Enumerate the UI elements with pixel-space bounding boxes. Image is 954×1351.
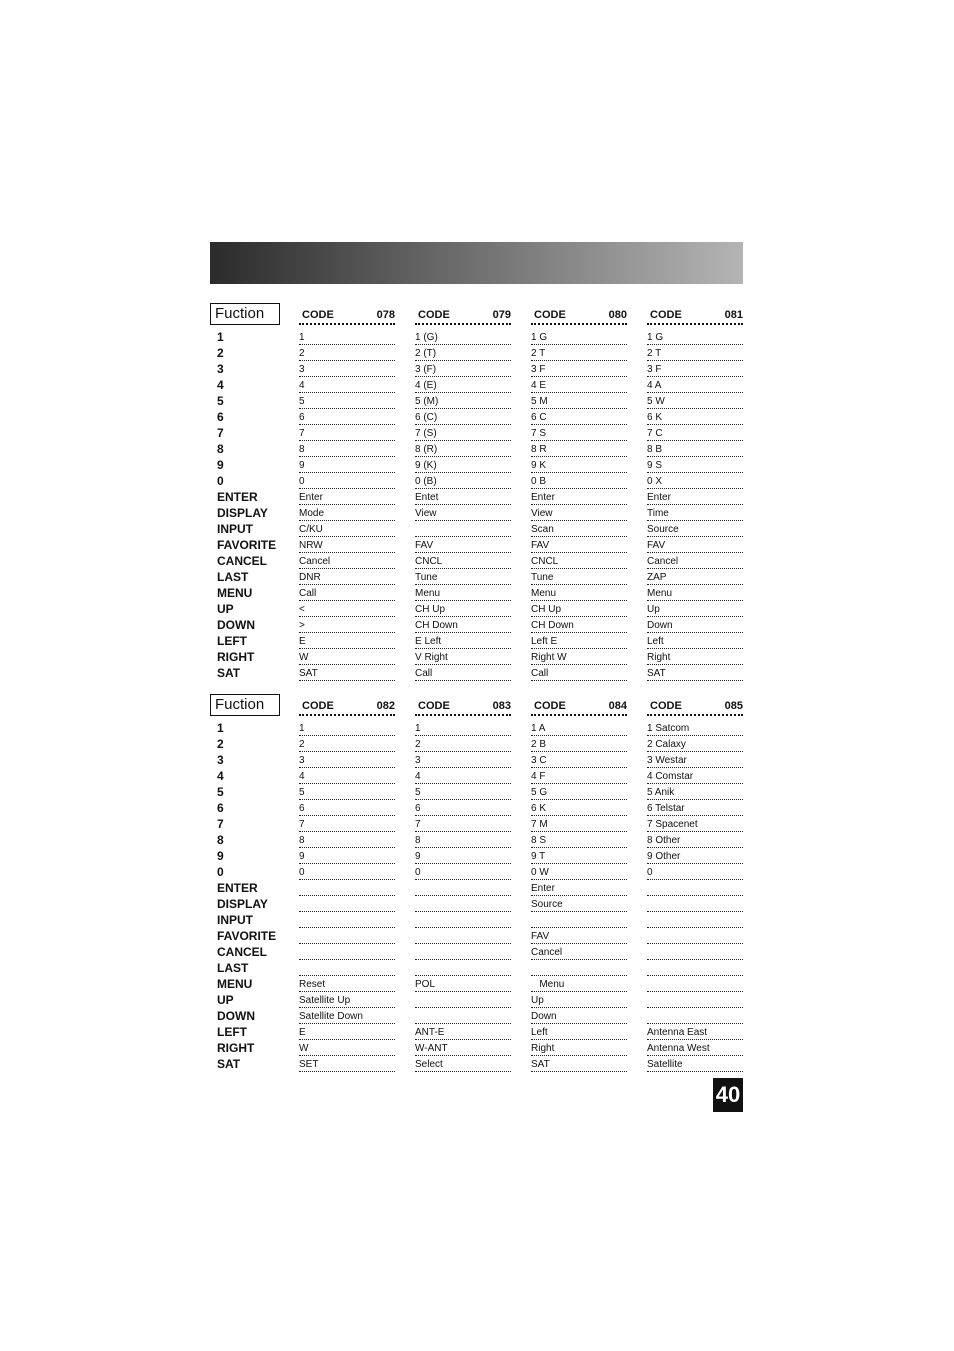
code-cell [415, 896, 511, 912]
code-cell: Call [299, 585, 395, 601]
function-label: 5 [217, 394, 224, 408]
code-cells [415, 329, 511, 681]
code-cell: < [299, 601, 395, 617]
code-header [299, 698, 395, 716]
function-label: 3 [217, 753, 224, 767]
function-label: INPUT [217, 913, 253, 927]
code-header [531, 698, 627, 716]
code-cell: 2 B [531, 736, 627, 752]
code-cell [415, 928, 511, 944]
code-cell: 5 [299, 784, 395, 800]
code-cell: 8 [415, 832, 511, 848]
function-label: 0 [217, 865, 224, 879]
function-label: FAVORITE [217, 929, 277, 943]
code-cell: Up [647, 601, 743, 617]
code-cell: 7 (S) [415, 425, 511, 441]
code-cell: 5 W [647, 393, 743, 409]
code-cell: ANT-E [415, 1024, 511, 1040]
function-label: FAVORITE [217, 538, 277, 552]
function-label: 9 [217, 458, 224, 472]
code-cell: Antenna East [647, 1024, 743, 1040]
code-cell: Menu [531, 976, 627, 992]
code-number: 079 [492, 309, 511, 321]
code-cell: 1 G [647, 329, 743, 345]
code-cell: 0 B [531, 473, 627, 489]
code-cell: Enter [531, 880, 627, 896]
code-cell: 3 C [531, 752, 627, 768]
function-label: 7 [217, 426, 224, 440]
code-cell: 8 [299, 441, 395, 457]
function-label: CANCEL [217, 554, 267, 568]
code-cell: 4 (E) [415, 377, 511, 393]
code-cell [415, 521, 511, 537]
code-cell: 7 C [647, 425, 743, 441]
code-cell: 0 [299, 864, 395, 880]
code-cell [647, 992, 743, 1008]
function-label: LEFT [217, 634, 247, 648]
code-cell [299, 896, 395, 912]
code-cell: 2 T [647, 345, 743, 361]
code-cell: 8 Other [647, 832, 743, 848]
code-label: CODE [418, 309, 450, 321]
code-number: 085 [724, 700, 743, 712]
code-cell: View [415, 505, 511, 521]
function-label: 8 [217, 442, 224, 456]
fuction-label-box: Fuction [210, 694, 280, 716]
code-cell: NRW [299, 537, 395, 553]
code-cell [299, 960, 395, 976]
code-cells [531, 329, 627, 681]
code-cell: 8 R [531, 441, 627, 457]
code-cell: 1 [299, 329, 395, 345]
code-cell: Call [415, 665, 511, 681]
code-cell: 6 K [531, 800, 627, 816]
code-cell: ZAP [647, 569, 743, 585]
code-cell: 3 (F) [415, 361, 511, 377]
function-label: RIGHT [217, 1041, 255, 1055]
code-label: CODE [302, 700, 334, 712]
code-cell: FAV [531, 537, 627, 553]
function-label: ENTER [217, 881, 258, 895]
code-cell: 6 [299, 800, 395, 816]
code-cell [647, 960, 743, 976]
function-label: ENTER [217, 490, 258, 504]
code-cell [647, 880, 743, 896]
function-label: DISPLAY [217, 506, 268, 520]
code-cell: 4 [415, 768, 511, 784]
code-cell: Right W [531, 649, 627, 665]
code-cell: E [299, 1024, 395, 1040]
code-cell: SAT [647, 665, 743, 681]
function-label: SAT [217, 666, 241, 680]
function-label: MENU [217, 977, 253, 991]
code-cell: 0 W [531, 864, 627, 880]
function-label: 1 [217, 721, 224, 735]
function-label: 0 [217, 474, 224, 488]
code-cell [647, 896, 743, 912]
code-column [647, 698, 743, 1072]
code-cell: CH Down [531, 617, 627, 633]
code-cell: 8 [299, 832, 395, 848]
code-cell: 4 [299, 768, 395, 784]
code-cell: 2 Calaxy [647, 736, 743, 752]
code-cell: 4 [299, 377, 395, 393]
code-cells [647, 329, 743, 681]
function-label: 6 [217, 801, 224, 815]
code-column [299, 698, 395, 1072]
function-label: RIGHT [217, 650, 255, 664]
code-cell: Cancel [299, 553, 395, 569]
code-cell: Tune [415, 569, 511, 585]
code-cell: SAT [531, 1056, 627, 1072]
code-cell: 0 [415, 864, 511, 880]
code-number: 078 [376, 309, 395, 321]
code-cell: 8 (R) [415, 441, 511, 457]
code-cell: 3 [415, 752, 511, 768]
code-cell: 7 [299, 816, 395, 832]
code-header [415, 698, 511, 716]
code-cell: 4 F [531, 768, 627, 784]
code-number: 083 [492, 700, 511, 712]
code-cell [647, 1008, 743, 1024]
code-number: 081 [724, 309, 743, 321]
code-cell: Tune [531, 569, 627, 585]
code-cell: Right [531, 1040, 627, 1056]
code-cell: Scan [531, 521, 627, 537]
code-cell: 1 (G) [415, 329, 511, 345]
code-cell: CH Up [415, 601, 511, 617]
code-column [531, 307, 627, 681]
code-cell: 9 (K) [415, 457, 511, 473]
code-cell: 1 A [531, 720, 627, 736]
code-header [415, 307, 511, 325]
code-cell: 8 S [531, 832, 627, 848]
code-cell [531, 912, 627, 928]
code-cell [415, 992, 511, 1008]
code-cell [415, 1008, 511, 1024]
code-number: 082 [376, 700, 395, 712]
fuction-label-box: Fuction [210, 303, 280, 325]
code-cell: 5 (M) [415, 393, 511, 409]
code-cell: 9 Other [647, 848, 743, 864]
code-cell: 7 [415, 816, 511, 832]
function-label: LEFT [217, 1025, 247, 1039]
function-label: 5 [217, 785, 224, 799]
code-cell [415, 960, 511, 976]
code-header [647, 698, 743, 716]
code-cell: 6 [415, 800, 511, 816]
code-cell: CNCL [415, 553, 511, 569]
code-cell: DNR [299, 569, 395, 585]
code-cell: 7 M [531, 816, 627, 832]
code-header [531, 307, 627, 325]
code-cell [415, 944, 511, 960]
code-cell [415, 880, 511, 896]
code-cell: Menu [647, 585, 743, 601]
code-cell: 0 [299, 473, 395, 489]
code-cell [647, 944, 743, 960]
code-cells [299, 329, 395, 681]
code-cell: Right [647, 649, 743, 665]
code-cells [415, 720, 511, 1072]
function-label: 4 [217, 769, 224, 783]
code-cell: 0 X [647, 473, 743, 489]
code-cell: Left [647, 633, 743, 649]
code-cell: W [299, 1040, 395, 1056]
code-cell: 2 [299, 736, 395, 752]
code-cells [647, 720, 743, 1072]
code-cell: 4 E [531, 377, 627, 393]
code-cell: Cancel [531, 944, 627, 960]
code-cell: Time [647, 505, 743, 521]
function-label: CANCEL [217, 945, 267, 959]
function-label: DISPLAY [217, 897, 268, 911]
function-label: INPUT [217, 522, 253, 536]
function-label: DOWN [217, 1009, 255, 1023]
code-cell: SET [299, 1056, 395, 1072]
code-cell [531, 960, 627, 976]
code-cell: V Right [415, 649, 511, 665]
code-cell: 1 [299, 720, 395, 736]
code-cell: Left [531, 1024, 627, 1040]
code-cell: 5 G [531, 784, 627, 800]
function-label: 9 [217, 849, 224, 863]
code-cell: 2 [415, 736, 511, 752]
code-cell: View [531, 505, 627, 521]
code-cell: 3 F [647, 361, 743, 377]
code-column [299, 307, 395, 681]
code-cell: 3 [299, 752, 395, 768]
code-cell: Entet [415, 489, 511, 505]
code-cell [299, 912, 395, 928]
code-number: 084 [608, 700, 627, 712]
code-cell: 2 (T) [415, 345, 511, 361]
function-label: UP [217, 602, 234, 616]
code-cell: Menu [531, 585, 627, 601]
code-cell: Antenna West [647, 1040, 743, 1056]
code-cell: 3 Westar [647, 752, 743, 768]
code-cell: CNCL [531, 553, 627, 569]
function-label: LAST [217, 961, 249, 975]
page-number: 40 [713, 1078, 743, 1112]
code-label: CODE [534, 700, 566, 712]
function-label: 6 [217, 410, 224, 424]
code-cell: Enter [647, 489, 743, 505]
code-cell: 6 K [647, 409, 743, 425]
code-cell [647, 928, 743, 944]
code-cell: Source [531, 896, 627, 912]
code-cell: 9 [299, 457, 395, 473]
code-cell: 0 [647, 864, 743, 880]
code-cell: Call [531, 665, 627, 681]
code-cell: 8 B [647, 441, 743, 457]
function-label: 1 [217, 330, 224, 344]
code-cell: 7 Spacenet [647, 816, 743, 832]
function-label: MENU [217, 586, 253, 600]
code-cell: Satellite Down [299, 1008, 395, 1024]
code-cell: 2 [299, 345, 395, 361]
code-cell: 7 S [531, 425, 627, 441]
code-cell: FAV [647, 537, 743, 553]
code-cell: 5 [415, 784, 511, 800]
code-cell [647, 912, 743, 928]
code-cell [299, 928, 395, 944]
code-cell: 5 [299, 393, 395, 409]
code-label: CODE [650, 309, 682, 321]
code-cell: Enter [299, 489, 395, 505]
code-cell: 5 Anik [647, 784, 743, 800]
code-cell: Enter [531, 489, 627, 505]
code-cell: Reset [299, 976, 395, 992]
code-column [647, 307, 743, 681]
code-cell: 3 F [531, 361, 627, 377]
code-cell: 1 G [531, 329, 627, 345]
code-cell: CH Down [415, 617, 511, 633]
code-cell [415, 912, 511, 928]
code-cell: 4 Comstar [647, 768, 743, 784]
code-cell: W [299, 649, 395, 665]
code-cell: Select [415, 1056, 511, 1072]
code-cell: 1 Satcom [647, 720, 743, 736]
code-cell: 9 [299, 848, 395, 864]
function-label: LAST [217, 570, 249, 584]
code-cell: Down [531, 1008, 627, 1024]
code-cell: E Left [415, 633, 511, 649]
code-cell: 6 C [531, 409, 627, 425]
code-cell: 0 (B) [415, 473, 511, 489]
code-cell: Down [647, 617, 743, 633]
code-column [531, 698, 627, 1072]
code-header [647, 307, 743, 325]
code-cell: W-ANT [415, 1040, 511, 1056]
function-label: 2 [217, 346, 224, 360]
code-label: CODE [302, 309, 334, 321]
code-cell: POL [415, 976, 511, 992]
code-cell: 9 [415, 848, 511, 864]
code-cell: 4 A [647, 377, 743, 393]
function-labels [217, 329, 276, 681]
code-cell: 9 S [647, 457, 743, 473]
code-cell [299, 880, 395, 896]
code-cell: CH Up [531, 601, 627, 617]
code-cell: 2 T [531, 345, 627, 361]
code-cell: Satellite [647, 1056, 743, 1072]
function-label: SAT [217, 1057, 241, 1071]
code-cell: Source [647, 521, 743, 537]
code-cell: SAT [299, 665, 395, 681]
code-number: 080 [608, 309, 627, 321]
function-label: 8 [217, 833, 224, 847]
function-label: 2 [217, 737, 224, 751]
code-cell: 9 K [531, 457, 627, 473]
code-cell: 6 Telstar [647, 800, 743, 816]
code-column [415, 307, 511, 681]
code-cell: Up [531, 992, 627, 1008]
code-cell: Cancel [647, 553, 743, 569]
code-cell: C/KU [299, 521, 395, 537]
code-cell: 9 T [531, 848, 627, 864]
code-cell: 6 [299, 409, 395, 425]
code-cell: 1 [415, 720, 511, 736]
code-cell: 7 [299, 425, 395, 441]
code-cell: Menu [415, 585, 511, 601]
code-cell: 3 [299, 361, 395, 377]
code-column [415, 698, 511, 1072]
code-cell: 5 M [531, 393, 627, 409]
code-cell: E [299, 633, 395, 649]
code-cell: Satellite Up [299, 992, 395, 1008]
function-label: 4 [217, 378, 224, 392]
code-header [299, 307, 395, 325]
code-cell: FAV [415, 537, 511, 553]
code-cell: Mode [299, 505, 395, 521]
code-label: CODE [418, 700, 450, 712]
code-cells [299, 720, 395, 1072]
code-cell [299, 944, 395, 960]
code-cells [531, 720, 627, 1072]
header-banner [210, 242, 743, 284]
code-label: CODE [650, 700, 682, 712]
code-cell: 6 (C) [415, 409, 511, 425]
code-cell [647, 976, 743, 992]
code-cell: Left E [531, 633, 627, 649]
function-label: 7 [217, 817, 224, 831]
code-label: CODE [534, 309, 566, 321]
function-label: 3 [217, 362, 224, 376]
function-labels [217, 720, 276, 1072]
function-label: UP [217, 993, 234, 1007]
function-label: DOWN [217, 618, 255, 632]
code-cell: FAV [531, 928, 627, 944]
code-cell: > [299, 617, 395, 633]
